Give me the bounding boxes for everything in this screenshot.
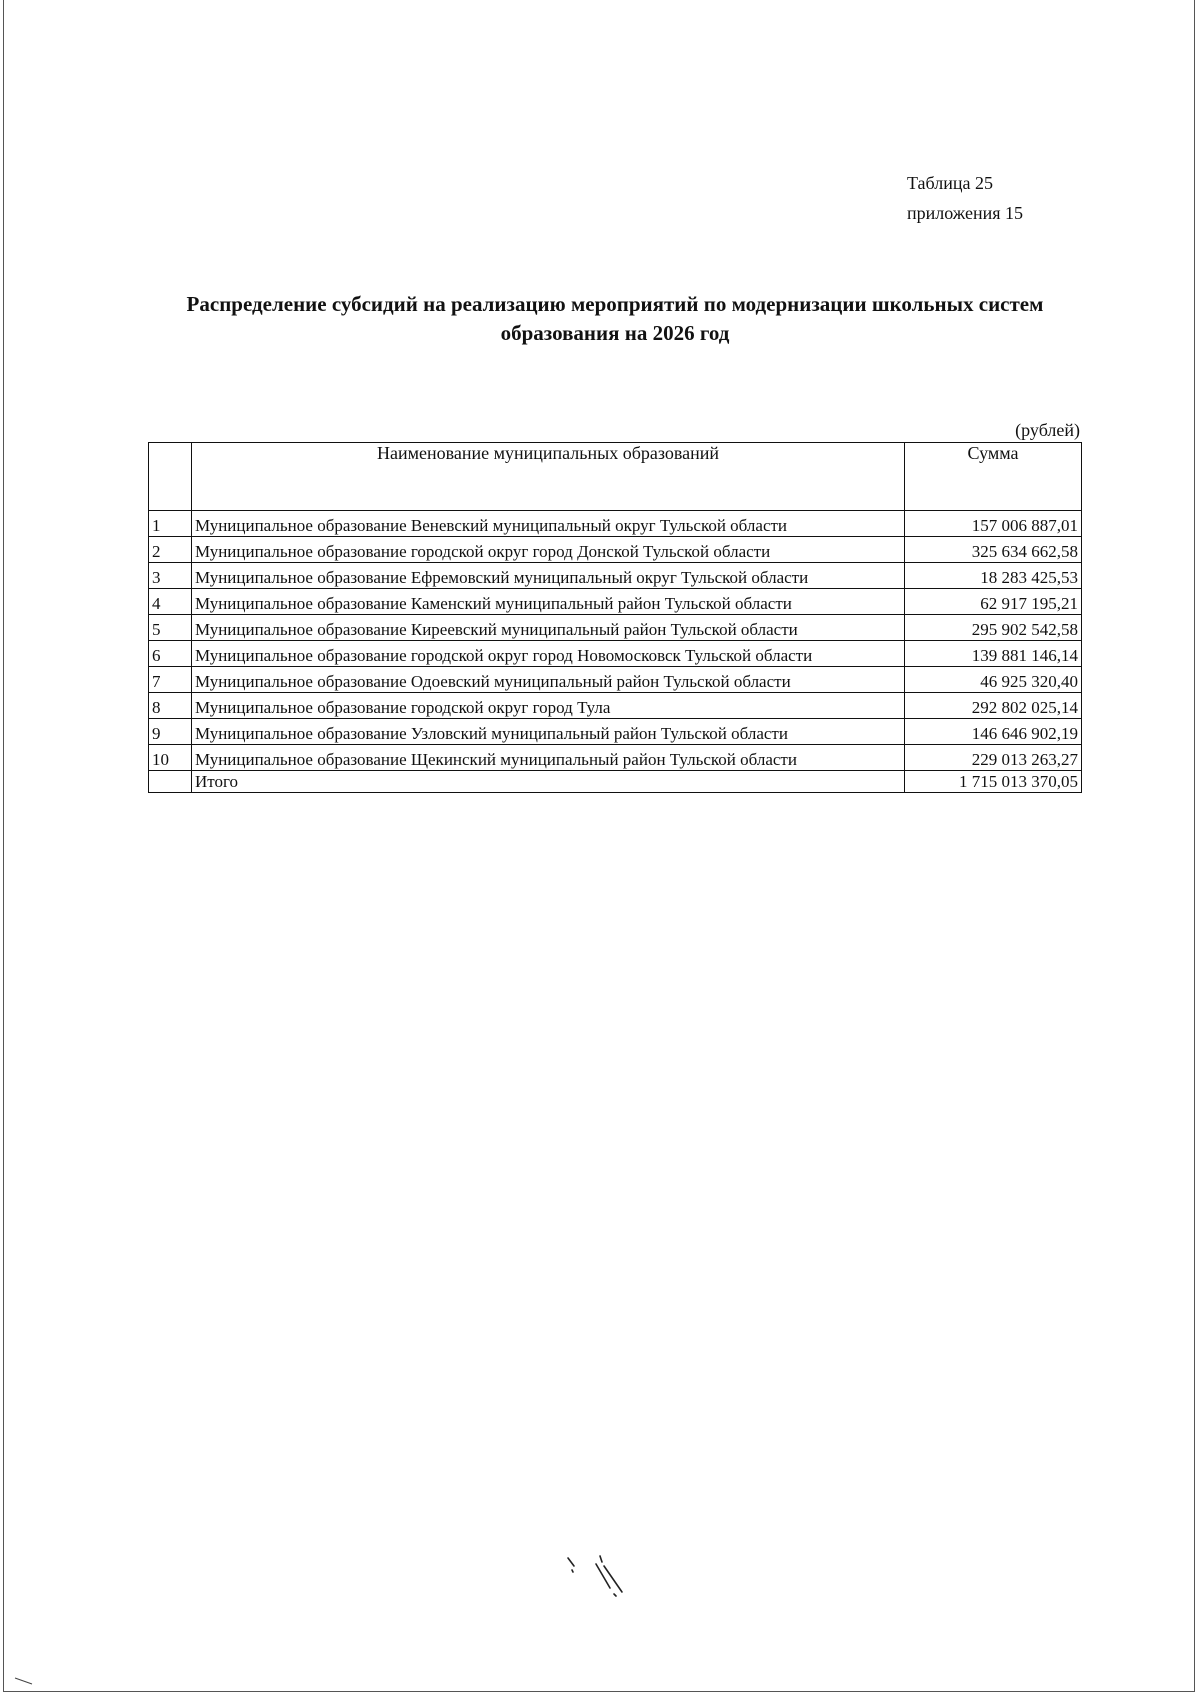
- table-row: [149, 693, 1082, 719]
- row-sum: 229 013 263,27: [905, 745, 1082, 771]
- row-number: 8: [149, 693, 192, 719]
- row-name: Муниципальное образование городской округ город Тула: [192, 693, 905, 719]
- table-row: [149, 615, 1082, 641]
- row-name: Муниципальное образование городской округ город Донской Тульской области: [192, 537, 905, 563]
- table-row: [149, 589, 1082, 615]
- row-sum: 157 006 887,01: [905, 511, 1082, 537]
- row-number: 9: [149, 719, 192, 745]
- row-number: 3: [149, 563, 192, 589]
- row-sum: 62 917 195,21: [905, 589, 1082, 615]
- scan-mark: [14, 1676, 34, 1686]
- page-frame: [3, 0, 1195, 1692]
- appendix-number: приложения 15: [907, 203, 1024, 223]
- row-sum: 139 881 146,14: [905, 641, 1082, 667]
- table-row: [149, 719, 1082, 745]
- row-name: Муниципальное образование Каменский муниципальный район Тульской области: [192, 589, 905, 615]
- row-number: 10: [149, 745, 192, 771]
- row-number: 5: [149, 615, 192, 641]
- unit-label: (рублей): [1015, 420, 1080, 440]
- row-number: 6: [149, 641, 192, 667]
- row-name: Муниципальное образование Узловский муниципальный район Тульской области: [192, 719, 905, 745]
- header-name: Наименование муниципальных образований: [192, 443, 905, 511]
- header-number: [149, 443, 192, 511]
- table-row: [149, 537, 1082, 563]
- row-name: Муниципальное образование Одоевский муниципальный район Тульской области: [192, 667, 905, 693]
- total-number: [149, 771, 192, 793]
- row-name: Муниципальное образование Веневский муниципальный округ Тульской области: [192, 511, 905, 537]
- row-number: 4: [149, 589, 192, 615]
- table-header-row: [149, 443, 1082, 511]
- table-row: [149, 667, 1082, 693]
- total-sum: 1 715 013 370,05: [905, 771, 1082, 793]
- total-row: [149, 771, 1082, 793]
- row-sum: 325 634 662,58: [905, 537, 1082, 563]
- header-sum: Сумма: [905, 443, 1082, 511]
- row-sum: 292 802 025,14: [905, 693, 1082, 719]
- table-row: [149, 511, 1082, 537]
- row-sum: 46 925 320,40: [905, 667, 1082, 693]
- row-sum: 295 902 542,58: [905, 615, 1082, 641]
- table-row: [149, 563, 1082, 589]
- row-name: Муниципальное образование Ефремовский муниципальный округ Тульской области: [192, 563, 905, 589]
- row-number: 7: [149, 667, 192, 693]
- handwritten-mark: [560, 1552, 640, 1602]
- table-number: Таблица 25: [907, 173, 993, 193]
- row-number: 2: [149, 537, 192, 563]
- table-row: [149, 745, 1082, 771]
- row-sum: 146 646 902,19: [905, 719, 1082, 745]
- row-name: Муниципальное образование Киреевский муниципальный район Тульской области: [192, 615, 905, 641]
- document-title: Распределение субсидий на реализацию мероприятий по модернизации школьных систем образования на 2026 год: [186, 292, 1044, 345]
- table-row: [149, 641, 1082, 667]
- row-name: Муниципальное образование городской округ город Новомосковск Тульской области: [192, 641, 905, 667]
- subsidy-table: [148, 442, 1082, 793]
- row-sum: 18 283 425,53: [905, 563, 1082, 589]
- table-reference: [907, 168, 1023, 228]
- row-name: Муниципальное образование Щекинский муниципальный район Тульской области: [192, 745, 905, 771]
- row-number: 1: [149, 511, 192, 537]
- total-label: Итого: [192, 771, 905, 793]
